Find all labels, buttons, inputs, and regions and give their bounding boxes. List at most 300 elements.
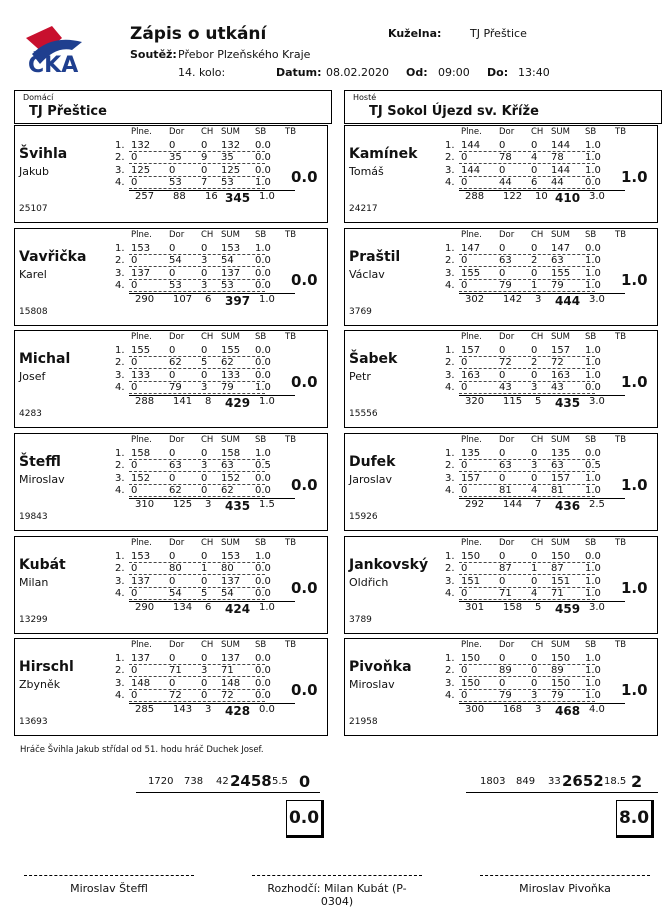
total-row bbox=[129, 498, 295, 512]
header-dor: Dor bbox=[169, 230, 185, 240]
total-cell-4: 397 bbox=[225, 293, 251, 308]
total-cell-4: 428 bbox=[225, 703, 251, 718]
row-cell-2: 0 bbox=[499, 344, 506, 356]
away-player-box bbox=[344, 638, 658, 736]
row-cell-2: 79 bbox=[499, 690, 512, 701]
row-cell-1: 150 bbox=[461, 652, 481, 664]
row-cell-3: 1 bbox=[531, 280, 538, 291]
header-tb: TB bbox=[285, 538, 297, 548]
row-underline bbox=[129, 280, 265, 292]
row-cell-2: 80 bbox=[169, 563, 182, 574]
row-cell-2: 54 bbox=[169, 255, 182, 266]
away-player-box bbox=[344, 433, 658, 531]
home-player-points: 0.0 bbox=[291, 271, 318, 289]
total-cell-5: 1.5 bbox=[259, 498, 275, 510]
row-cell-4: 153 bbox=[221, 242, 241, 254]
total-cell-3: 5 bbox=[535, 395, 542, 407]
header-sum: SUM bbox=[221, 538, 240, 548]
row-cell-5: 1.0 bbox=[585, 139, 601, 151]
row-cell-5: 1.0 bbox=[585, 280, 601, 291]
home-player-given-name: Milan bbox=[19, 576, 49, 589]
row-number: 3. bbox=[115, 267, 125, 279]
home-player-points: 0.0 bbox=[291, 476, 318, 494]
row-cell-1: 0 bbox=[461, 382, 468, 393]
row-number: 2. bbox=[445, 152, 455, 163]
row-number: 1. bbox=[115, 242, 125, 254]
header-plne: Plne. bbox=[461, 538, 482, 548]
total-cell-5: 0.0 bbox=[259, 703, 275, 715]
row-cell-5: 0.0 bbox=[585, 177, 601, 188]
total-cell-3: 6 bbox=[205, 293, 212, 305]
row-cell-2: 72 bbox=[169, 690, 182, 701]
total-cell-2: 168 bbox=[503, 703, 523, 715]
away-player-table bbox=[445, 640, 627, 718]
row-cell-2: 54 bbox=[169, 588, 182, 599]
row-cell-1: 0 bbox=[131, 460, 138, 471]
home-player-table bbox=[115, 332, 297, 410]
total-row bbox=[459, 498, 625, 512]
header-tb: TB bbox=[615, 230, 627, 240]
total-cell-3: 3 bbox=[205, 703, 212, 715]
header-sum: SUM bbox=[551, 127, 570, 137]
row-underline bbox=[459, 690, 595, 702]
row-cell-2: 79 bbox=[169, 382, 182, 393]
header-plne: Plne. bbox=[461, 332, 482, 342]
throw-row bbox=[445, 588, 625, 601]
table-header-row bbox=[125, 435, 295, 448]
header-plne: Plne. bbox=[461, 640, 482, 650]
row-cell-2: 53 bbox=[169, 177, 182, 188]
row-number: 3. bbox=[445, 164, 455, 176]
from-label: Od: bbox=[406, 66, 428, 79]
throw-row bbox=[445, 690, 625, 703]
home-player-surname: Šteffl bbox=[19, 454, 61, 470]
throw-row bbox=[445, 369, 625, 383]
away-player-points: 1.0 bbox=[621, 168, 648, 186]
away-player-surname: Praštil bbox=[349, 249, 401, 265]
row-underline bbox=[129, 460, 265, 472]
header-plne: Plne. bbox=[461, 230, 482, 240]
throw-row bbox=[115, 563, 295, 576]
row-cell-3: 3 bbox=[201, 665, 208, 676]
row-cell-2: 0 bbox=[169, 344, 176, 356]
row-cell-4: 125 bbox=[221, 164, 241, 176]
row-number: 3. bbox=[445, 677, 455, 689]
header-dor: Dor bbox=[169, 127, 185, 137]
row-cell-5: 0.0 bbox=[255, 665, 271, 676]
home-summary-line bbox=[136, 770, 320, 793]
header-tb: TB bbox=[615, 538, 627, 548]
row-number: 2. bbox=[115, 255, 125, 266]
row-cell-4: 148 bbox=[221, 677, 241, 689]
home-signature: Miroslav Šteffl bbox=[24, 875, 194, 895]
throw-row bbox=[445, 563, 625, 576]
row-cell-2: 0 bbox=[169, 267, 176, 279]
row-cell-4: 153 bbox=[221, 550, 241, 562]
row-underline bbox=[459, 563, 595, 575]
away-player-points: 1.0 bbox=[621, 579, 648, 597]
total-cell-4: 459 bbox=[555, 601, 581, 616]
header-ch: CH bbox=[201, 127, 214, 137]
row-cell-3: 3 bbox=[201, 460, 208, 471]
header-plne: Plne. bbox=[131, 230, 152, 240]
row-number: 2. bbox=[115, 460, 125, 471]
row-cell-1: 133 bbox=[131, 369, 151, 381]
row-cell-4: 144 bbox=[551, 139, 571, 151]
row-number: 4. bbox=[115, 690, 125, 701]
throw-row bbox=[445, 164, 625, 178]
total-cell-5: 3.0 bbox=[589, 395, 605, 407]
throw-row bbox=[115, 267, 295, 281]
home-player-given-name: Josef bbox=[19, 370, 46, 383]
row-cell-3: 0 bbox=[201, 652, 208, 664]
row-number: 4. bbox=[445, 690, 455, 701]
home-player-reg-number: 15808 bbox=[19, 307, 48, 317]
header-sum: SUM bbox=[221, 640, 240, 650]
row-cell-5: 0.0 bbox=[585, 382, 601, 393]
row-cell-1: 0 bbox=[461, 460, 468, 471]
row-cell-4: 158 bbox=[221, 447, 241, 459]
total-row bbox=[459, 190, 625, 204]
home-sum-total: 2458 bbox=[230, 772, 272, 790]
row-cell-3: 1 bbox=[531, 563, 538, 574]
row-cell-5: 1.0 bbox=[255, 550, 271, 562]
date-value: 08.02.2020 bbox=[326, 66, 389, 79]
header-tb: TB bbox=[285, 640, 297, 650]
total-cell-2: 143 bbox=[173, 703, 193, 715]
away-player-given-name: Václav bbox=[349, 268, 385, 281]
row-cell-1: 153 bbox=[131, 242, 151, 254]
header-ch: CH bbox=[201, 332, 214, 342]
referee-signature: Rozhodčí: Milan Kubát (P-0304) bbox=[252, 875, 422, 908]
throw-row bbox=[445, 139, 625, 153]
row-cell-4: 157 bbox=[551, 472, 571, 484]
throw-row bbox=[115, 472, 295, 486]
row-number: 1. bbox=[115, 344, 125, 356]
row-cell-3: 0 bbox=[201, 677, 208, 689]
table-header-row bbox=[455, 538, 625, 551]
header-tb: TB bbox=[615, 332, 627, 342]
total-cell-2: 88 bbox=[173, 190, 186, 202]
row-number: 2. bbox=[445, 357, 455, 368]
row-number: 4. bbox=[115, 382, 125, 393]
row-number: 1. bbox=[115, 139, 125, 151]
row-underline bbox=[459, 255, 595, 267]
row-cell-5: 1.0 bbox=[255, 242, 271, 254]
row-underline bbox=[129, 177, 265, 189]
home-player-reg-number: 13299 bbox=[19, 615, 48, 625]
row-cell-1: 152 bbox=[131, 472, 151, 484]
row-number: 4. bbox=[445, 485, 455, 496]
row-cell-1: 0 bbox=[131, 152, 138, 163]
away-player-surname: Jankovský bbox=[349, 557, 429, 573]
row-cell-4: 62 bbox=[221, 357, 234, 368]
row-cell-3: 0 bbox=[531, 139, 538, 151]
row-cell-3: 0 bbox=[201, 690, 208, 701]
row-cell-3: 0 bbox=[201, 242, 208, 254]
row-cell-4: 35 bbox=[221, 152, 234, 163]
throw-row bbox=[445, 460, 625, 473]
total-cell-3: 16 bbox=[205, 190, 218, 202]
header-sum: SUM bbox=[221, 435, 240, 445]
away-player-points: 1.0 bbox=[621, 476, 648, 494]
table-header-row bbox=[125, 230, 295, 243]
row-underline bbox=[459, 665, 595, 677]
row-cell-3: 3 bbox=[201, 255, 208, 266]
row-cell-4: 78 bbox=[551, 152, 564, 163]
page-title: Zápis o utkání bbox=[130, 24, 267, 44]
total-cell-5: 1.0 bbox=[259, 190, 275, 202]
row-cell-1: 0 bbox=[131, 485, 138, 496]
away-sum-ch: 33 bbox=[548, 776, 561, 787]
row-cell-2: 0 bbox=[499, 242, 506, 254]
row-underline bbox=[129, 665, 265, 677]
row-cell-5: 0.0 bbox=[255, 369, 271, 381]
row-number: 4. bbox=[115, 485, 125, 496]
row-number: 1. bbox=[445, 139, 455, 151]
row-cell-3: 0 bbox=[201, 164, 208, 176]
row-cell-3: 0 bbox=[531, 665, 538, 676]
row-cell-1: 157 bbox=[461, 344, 481, 356]
row-cell-1: 153 bbox=[131, 550, 151, 562]
table-header-row bbox=[455, 332, 625, 345]
throw-row bbox=[445, 242, 625, 256]
away-player-surname: Kamínek bbox=[349, 146, 418, 162]
row-number: 1. bbox=[445, 344, 455, 356]
away-sum-dor: 849 bbox=[516, 776, 536, 787]
row-cell-1: 144 bbox=[461, 164, 481, 176]
row-cell-2: 0 bbox=[169, 242, 176, 254]
row-underline bbox=[129, 690, 265, 702]
away-player-surname: Pivoňka bbox=[349, 659, 412, 675]
throw-row bbox=[445, 267, 625, 281]
row-cell-5: 0.0 bbox=[255, 139, 271, 151]
away-player-reg-number: 3789 bbox=[349, 615, 372, 625]
header-dor: Dor bbox=[499, 127, 515, 137]
row-cell-4: 63 bbox=[551, 460, 564, 471]
row-cell-4: 79 bbox=[221, 382, 234, 393]
row-cell-5: 1.0 bbox=[585, 357, 601, 368]
row-cell-5: 0.0 bbox=[585, 550, 601, 562]
throw-row bbox=[115, 665, 295, 678]
row-cell-1: 0 bbox=[131, 588, 138, 599]
total-cell-3: 5 bbox=[535, 601, 542, 613]
row-cell-3: 0 bbox=[531, 652, 538, 664]
home-player-table bbox=[115, 127, 297, 205]
total-cell-2: 107 bbox=[173, 293, 193, 305]
header-sb: SB bbox=[585, 332, 597, 342]
row-number: 2. bbox=[115, 357, 125, 368]
home-player-surname: Vavřička bbox=[19, 249, 87, 265]
row-cell-5: 0.0 bbox=[255, 357, 271, 368]
away-signature: Miroslav Pivoňka bbox=[480, 875, 650, 895]
total-cell-4: 436 bbox=[555, 498, 581, 513]
row-cell-2: 0 bbox=[499, 139, 506, 151]
row-cell-4: 71 bbox=[221, 665, 234, 676]
header-dor: Dor bbox=[499, 332, 515, 342]
row-cell-4: 151 bbox=[551, 575, 571, 587]
row-cell-4: 79 bbox=[551, 280, 564, 291]
total-row bbox=[129, 601, 295, 615]
row-cell-2: 62 bbox=[169, 357, 182, 368]
away-sum-tb: 2 bbox=[631, 772, 643, 791]
row-cell-5: 0.5 bbox=[255, 460, 271, 471]
total-cell-4: 468 bbox=[555, 703, 581, 718]
row-number: 2. bbox=[445, 665, 455, 676]
total-cell-1: 288 bbox=[465, 190, 485, 202]
total-cell-1: 290 bbox=[135, 293, 155, 305]
row-cell-3: 3 bbox=[201, 382, 208, 393]
away-player-points: 1.0 bbox=[621, 681, 648, 699]
header-ch: CH bbox=[531, 332, 544, 342]
away-sum-plne: 1803 bbox=[480, 776, 506, 787]
total-row bbox=[129, 190, 295, 204]
throw-row bbox=[445, 550, 625, 564]
row-underline bbox=[129, 588, 265, 600]
row-cell-3: 5 bbox=[201, 588, 208, 599]
row-number: 3. bbox=[445, 472, 455, 484]
row-cell-3: 0 bbox=[201, 139, 208, 151]
throw-row bbox=[445, 255, 625, 268]
row-cell-1: 0 bbox=[131, 280, 138, 291]
row-cell-3: 0 bbox=[531, 677, 538, 689]
throw-row bbox=[115, 255, 295, 268]
row-number: 3. bbox=[115, 369, 125, 381]
header-dor: Dor bbox=[499, 435, 515, 445]
away-player-box bbox=[344, 330, 658, 428]
away-player-given-name: Tomáš bbox=[349, 165, 384, 178]
total-cell-5: 1.0 bbox=[259, 293, 275, 305]
logo-text: ČKA bbox=[28, 53, 79, 76]
row-cell-3: 0 bbox=[531, 267, 538, 279]
row-cell-3: 3 bbox=[201, 280, 208, 291]
total-cell-1: 302 bbox=[465, 293, 485, 305]
row-cell-1: 0 bbox=[131, 255, 138, 266]
header-sum: SUM bbox=[221, 127, 240, 137]
row-cell-2: 0 bbox=[169, 550, 176, 562]
header-dor: Dor bbox=[169, 332, 185, 342]
row-cell-3: 9 bbox=[201, 152, 208, 163]
throw-row bbox=[445, 485, 625, 498]
away-player-table bbox=[445, 435, 627, 513]
header-ch: CH bbox=[531, 538, 544, 548]
away-player-table bbox=[445, 230, 627, 308]
row-cell-1: 0 bbox=[131, 665, 138, 676]
row-cell-1: 0 bbox=[461, 255, 468, 266]
home-team-box bbox=[14, 90, 332, 124]
home-player-points: 0.0 bbox=[291, 681, 318, 699]
row-number: 4. bbox=[445, 280, 455, 291]
away-team-name: TJ Sokol Újezd sv. Kříže bbox=[369, 104, 539, 119]
total-cell-1: 300 bbox=[465, 703, 485, 715]
row-cell-2: 63 bbox=[499, 255, 512, 266]
substitution-note: Hráče Švihla Jakub střídal od 51. hodu hráč Duchek Josef. bbox=[20, 745, 264, 755]
row-number: 1. bbox=[445, 652, 455, 664]
row-cell-3: 0 bbox=[531, 575, 538, 587]
header-ch: CH bbox=[201, 640, 214, 650]
away-tag: Hosté bbox=[353, 93, 377, 102]
throw-row bbox=[445, 344, 625, 358]
row-cell-4: 155 bbox=[221, 344, 241, 356]
home-player-points: 0.0 bbox=[291, 373, 318, 391]
total-cell-5: 3.0 bbox=[589, 601, 605, 613]
row-cell-5: 1.0 bbox=[585, 369, 601, 381]
row-number: 2. bbox=[115, 152, 125, 163]
row-cell-5: 0.0 bbox=[255, 472, 271, 484]
total-cell-5: 1.0 bbox=[259, 395, 275, 407]
header-sb: SB bbox=[255, 435, 267, 445]
header-sum: SUM bbox=[551, 435, 570, 445]
row-underline bbox=[459, 588, 595, 600]
throw-row bbox=[115, 588, 295, 601]
row-cell-3: 0 bbox=[201, 485, 208, 496]
row-cell-4: 135 bbox=[551, 447, 571, 459]
row-cell-5: 0.0 bbox=[255, 267, 271, 279]
away-player-reg-number: 15556 bbox=[349, 409, 378, 419]
row-cell-3: 2 bbox=[531, 255, 538, 266]
row-cell-1: 0 bbox=[461, 485, 468, 496]
row-cell-2: 87 bbox=[499, 563, 512, 574]
row-cell-3: 2 bbox=[531, 357, 538, 368]
header-tb: TB bbox=[285, 435, 297, 445]
header-sb: SB bbox=[255, 230, 267, 240]
row-cell-2: 71 bbox=[169, 665, 182, 676]
row-cell-4: 157 bbox=[551, 344, 571, 356]
total-cell-1: 290 bbox=[135, 601, 155, 613]
row-cell-2: 0 bbox=[499, 447, 506, 459]
total-cell-5: 2.5 bbox=[589, 498, 605, 510]
row-cell-1: 125 bbox=[131, 164, 151, 176]
row-cell-4: 72 bbox=[221, 690, 234, 701]
home-tag: Domácí bbox=[23, 93, 54, 102]
row-underline bbox=[129, 485, 265, 497]
home-player-reg-number: 25107 bbox=[19, 204, 48, 214]
total-cell-5: 3.0 bbox=[589, 190, 605, 202]
row-cell-3: 3 bbox=[531, 690, 538, 701]
row-cell-4: 81 bbox=[551, 485, 564, 496]
header-sum: SUM bbox=[221, 230, 240, 240]
row-cell-2: 0 bbox=[499, 677, 506, 689]
total-cell-1: 288 bbox=[135, 395, 155, 407]
total-row bbox=[129, 703, 295, 717]
total-cell-1: 292 bbox=[465, 498, 485, 510]
home-player-surname: Hirschl bbox=[19, 659, 74, 675]
row-number: 2. bbox=[445, 563, 455, 574]
throw-row bbox=[115, 164, 295, 178]
home-player-table bbox=[115, 640, 297, 718]
total-cell-2: 125 bbox=[173, 498, 193, 510]
row-cell-2: 0 bbox=[499, 472, 506, 484]
row-cell-5: 1.0 bbox=[585, 164, 601, 176]
total-cell-3: 7 bbox=[535, 498, 542, 510]
throw-row bbox=[445, 652, 625, 666]
home-player-points: 0.0 bbox=[291, 579, 318, 597]
table-header-row bbox=[125, 538, 295, 551]
row-cell-1: 0 bbox=[461, 152, 468, 163]
row-cell-5: 1.0 bbox=[255, 382, 271, 393]
row-cell-4: 137 bbox=[221, 575, 241, 587]
row-cell-5: 0.0 bbox=[255, 485, 271, 496]
header-sum: SUM bbox=[551, 538, 570, 548]
total-cell-4: 429 bbox=[225, 395, 251, 410]
row-cell-4: 137 bbox=[221, 267, 241, 279]
total-cell-2: 158 bbox=[503, 601, 523, 613]
row-cell-1: 137 bbox=[131, 652, 151, 664]
header-sum: SUM bbox=[551, 332, 570, 342]
row-cell-3: 0 bbox=[531, 550, 538, 562]
total-cell-1: 285 bbox=[135, 703, 155, 715]
away-team-box bbox=[344, 90, 662, 124]
